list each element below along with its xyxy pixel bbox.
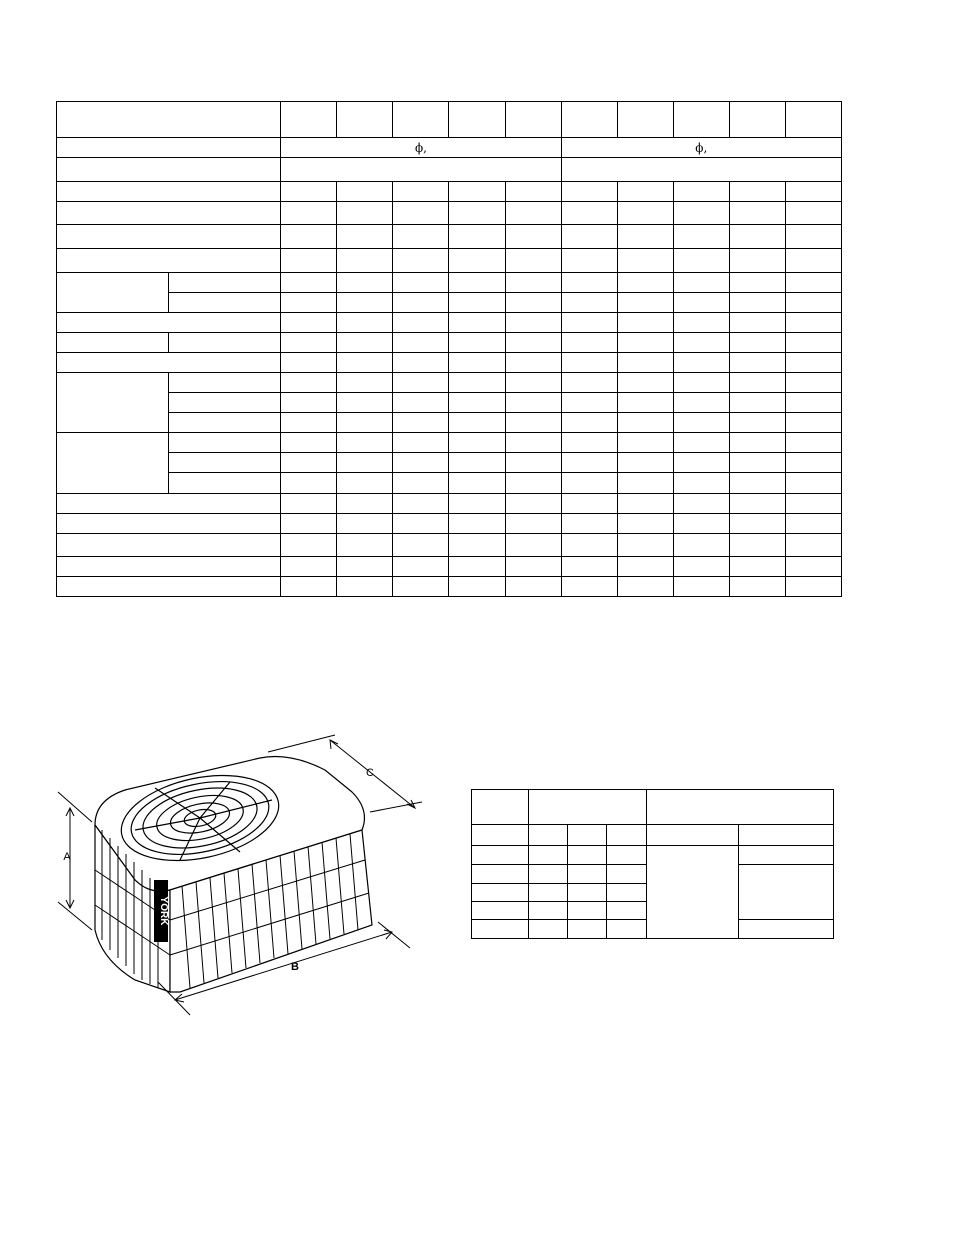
dimension-label-b: B: [291, 961, 299, 973]
table-row: [57, 202, 842, 225]
table-row: [57, 473, 842, 494]
table-row: [472, 825, 834, 846]
table-row: [57, 433, 842, 453]
dimension-label-c: C: [366, 767, 374, 779]
table-row: [57, 393, 842, 413]
table-row: [57, 413, 842, 433]
table-row: [57, 514, 842, 534]
table-row: [57, 273, 842, 293]
table-row: [57, 158, 842, 182]
table-row: [57, 102, 842, 138]
table-row: [57, 225, 842, 249]
table-row: [57, 249, 842, 273]
table-row: [57, 138, 842, 158]
table-row: [57, 182, 842, 202]
table-row: [57, 293, 842, 313]
table-row: [57, 313, 842, 333]
table-row: [57, 333, 842, 353]
dimension-label-a: A: [63, 851, 71, 863]
table-row: [472, 846, 834, 865]
phase-label-right: ϕ,: [561, 138, 841, 158]
table-row: [57, 577, 842, 597]
table-row: [57, 453, 842, 473]
table-row: [57, 353, 842, 373]
table-row: [57, 373, 842, 393]
dimensions-table: [471, 789, 834, 939]
table-row: [472, 790, 834, 825]
brand-logo: YORK: [158, 896, 169, 926]
phase-label-left: ϕ,: [281, 138, 561, 158]
specifications-table: [56, 101, 842, 597]
condensing-unit-illustration: [40, 730, 440, 1030]
table-row: [57, 534, 842, 557]
table-row: [57, 557, 842, 577]
table-row: [57, 494, 842, 514]
